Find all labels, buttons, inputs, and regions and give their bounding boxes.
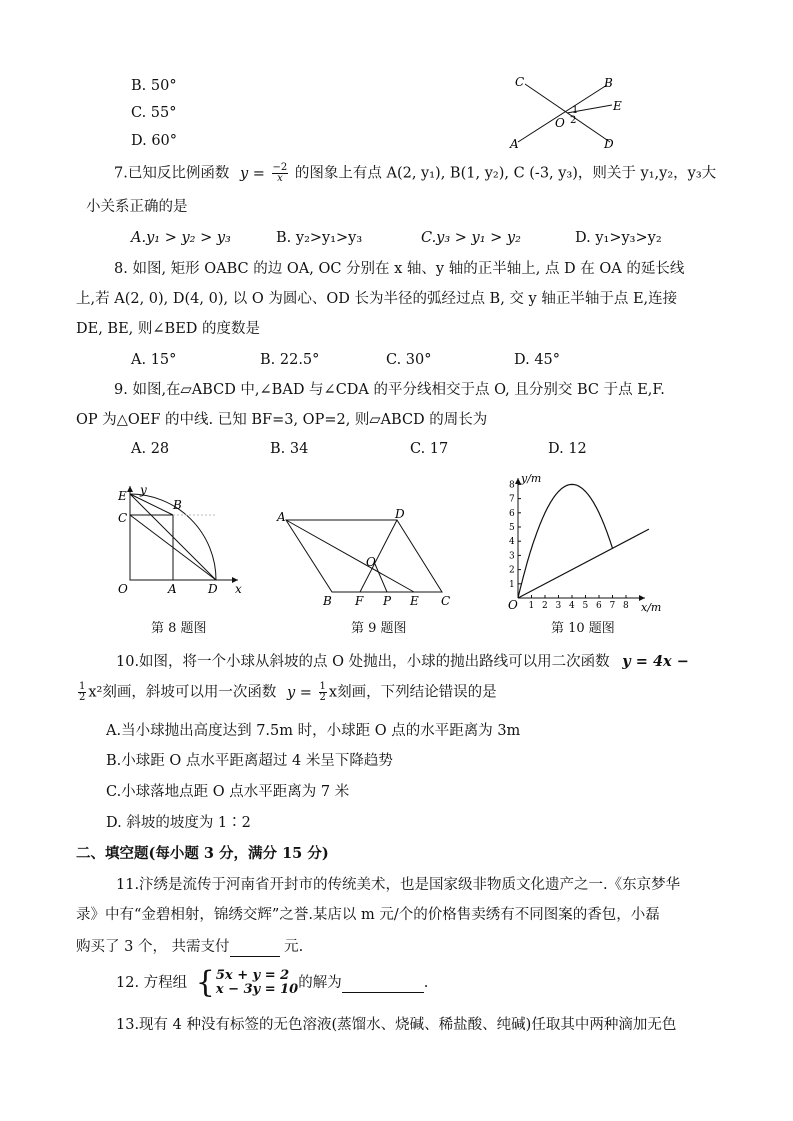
fig10-xlabel: x/m — [641, 601, 662, 614]
q8-option-c: C. 30° — [386, 352, 432, 368]
q9-option-a: A. 28 — [131, 441, 170, 457]
fig9-label-b: B — [323, 594, 332, 608]
q11-line1: 11.汴绣是流传于河南省开封市的传统美术，也是国家级非物质文化遗产之一.《东京梦华 — [116, 877, 681, 893]
fig9-label-c: C — [441, 594, 451, 608]
q6-label-o: O — [555, 116, 565, 130]
fig8-label-a: A — [168, 582, 177, 596]
fig10-xtick-label: 1 — [528, 601, 535, 611]
fig10-ytick-label: 7 — [509, 494, 515, 505]
fig8-label-x: x — [235, 582, 242, 596]
q6-label-2: 2 — [570, 115, 577, 126]
q9-line2: OP 为△OEF 的中线. 已知 BF=3, OP=2, 则▱ABCD 的周长为 — [76, 412, 488, 428]
q6-option-d: D. 60° — [131, 133, 178, 149]
q11-line3-b: 元. — [279, 939, 304, 955]
fig10-origin: O — [508, 598, 518, 612]
q7-option-a: A.y₁ > y₂ > y₃ — [131, 230, 231, 246]
q12-eq2: x − 3y = 10 — [215, 982, 299, 997]
q7-option-b: B. y₂>y₁>y₃ — [276, 230, 363, 246]
q11-line2: 录》中有“金碧相射，锦绣交辉”之誉.某店以 m 元/个的价格售卖绣有不同图案的香包，小磊 — [76, 907, 660, 923]
q10-frac-a — [78, 682, 86, 703]
q7-line1 — [114, 163, 716, 184]
fig10-parabola — [518, 484, 613, 598]
fig8-label-b: B — [173, 498, 182, 512]
fig10-xtick-label: 6 — [596, 601, 602, 611]
q6-figure — [500, 72, 635, 154]
q11-line3 — [76, 938, 303, 957]
fig8-label-e: E — [118, 489, 127, 503]
q8-line2: 上,若 A(2, 0), D(4, 0), 以 O 为圆心、OD 长为半径的弧经过点 B, 交 y 轴正半轴于点 E,连接 — [76, 291, 678, 307]
q6-option-b: B. 50° — [131, 78, 177, 94]
q7-fn-y: y = — [239, 165, 265, 182]
fig9-label-d: D — [395, 507, 405, 521]
q7-option-c: C.y₃ > y₁ > y₂ — [421, 230, 521, 246]
q10-option-a: A.当小球抛出高度达到 7.5m 时，小球距 O 点的水平距离为 3m — [106, 723, 521, 739]
q10-line2-a: x²刻画，斜坡可以用一次函数 — [88, 684, 277, 701]
fig10-xtick-label: 3 — [555, 601, 562, 611]
fig10-ytick-label: 5 — [509, 523, 515, 533]
figure-8-caption: 第 8 题图 — [151, 621, 207, 636]
fig10-ytick-label: 1 — [509, 579, 515, 590]
q9-option-b: B. 34 — [270, 441, 309, 457]
q9-option-d: D. 12 — [548, 441, 587, 457]
q10-frac-a-den: 2 — [79, 692, 86, 703]
q12-system — [216, 969, 298, 997]
q12-answer-blank — [342, 974, 424, 993]
q8-option-a: A. 15° — [131, 352, 177, 368]
q12-line: 12. 方程组 { 5x + y = 2 x − 3y = 10 的解为 . — [116, 965, 429, 1000]
q12-eq1: 5x + y = 2 — [215, 968, 290, 983]
q12-prefix: 12. 方程组 — [116, 975, 188, 991]
fig9-label-a: A — [277, 510, 286, 524]
q6-label-d: D — [604, 137, 614, 151]
q6-option-c: C. 55° — [131, 105, 177, 121]
figure-9 — [277, 505, 467, 610]
fig10-slope-line — [518, 529, 649, 598]
q10-line2-b: x刻画，下列结论错误的是 — [328, 684, 497, 701]
q9-line1: 9. 如图,在▱ABCD 中,∠BAD 与∠CDA 的平分线相交于点 O, 且分别交 BC 于点 E,F. — [114, 382, 665, 398]
q7-prefix: 7.已知反比例函数 — [114, 165, 230, 182]
q11-line3-a: 购买了 3 个， 共需支付 — [76, 939, 230, 955]
q8-option-d: D. 45° — [514, 352, 561, 368]
q7-option-d: D. y₁>y₃>y₂ — [575, 230, 662, 246]
fig10-ylabel: y/m — [521, 472, 542, 485]
q7-frac-den: x — [277, 173, 283, 184]
q6-label-a: A — [510, 137, 519, 151]
q10-line2 — [76, 682, 497, 703]
q6-label-e: E — [613, 99, 622, 113]
q12-suffix: 的解为 — [298, 975, 342, 991]
fig10-ytick-label: 6 — [509, 508, 515, 519]
figure-10 — [505, 472, 675, 617]
fig10-xtick-label: 7 — [609, 601, 616, 611]
fig8-label-y: y — [140, 483, 147, 497]
fig10-ytick-label: 4 — [509, 537, 515, 548]
fig10-ytick-label: 8 — [509, 480, 515, 491]
fig10-xtick-label: 4 — [569, 601, 575, 611]
q7-fraction — [272, 163, 289, 184]
q12-brace: { — [195, 965, 215, 1000]
q10-line1 — [116, 653, 689, 671]
q10-frac-a-num: 1 — [79, 681, 86, 692]
q9-option-c: C. 17 — [410, 441, 449, 457]
figure-9-caption: 第 9 题图 — [351, 621, 407, 636]
q6-label-1: 1 — [572, 105, 579, 116]
q6-label-b: B — [604, 76, 613, 90]
fig10-ytick-label: 2 — [509, 565, 515, 576]
q8-line3: DE, BE, 则∠BED 的度数是 — [76, 321, 261, 337]
fig8-label-o: O — [118, 582, 128, 596]
q7-suffix: 的图象上有点 A(2, y₁), B(1, y₂), C (-3, y₃)，则关于 y₁,y₂，y₃大 — [294, 165, 717, 182]
q7-frac-num: −2 — [272, 162, 288, 173]
q10-frac-b — [319, 682, 327, 703]
fig9-label-p: P — [383, 594, 392, 608]
q10-frac-b-den: 2 — [319, 692, 326, 703]
q8-line1: 8. 如图, 矩形 OABC 的边 OA, OC 分别在 x 轴、y 轴的正半轴上, 点 D 在 OA 的延长线 — [114, 261, 685, 277]
q10-fn-quadratic: y = 4x − — [622, 653, 689, 670]
section-2-title: 二、填空题(每小题 3 分，满分 15 分) — [76, 845, 329, 862]
q10-fn-linear: y = — [286, 684, 312, 701]
fig9-label-e: E — [410, 594, 419, 608]
fig10-xtick-label: 5 — [582, 601, 589, 611]
q11-answer-blank — [230, 938, 280, 957]
fig10-xtick-label: 8 — [623, 601, 629, 611]
fig8-label-d: D — [208, 582, 218, 596]
q10-prefix: 10.如图，将一个小球从斜坡的点 O 处抛出，小球的抛出路线可以用二次函数 — [116, 654, 610, 670]
fig10-xtick-label: 2 — [542, 601, 548, 611]
fig10-ytick-label: 3 — [509, 551, 515, 562]
q8-option-b: B. 22.5° — [260, 352, 320, 368]
q10-option-c: C.小球落地点距 O 点水平距离为 7 米 — [106, 784, 350, 800]
fig9-label-o: O — [366, 555, 376, 569]
q10-frac-b-num: 1 — [319, 681, 326, 692]
fig9-label-f: F — [355, 594, 364, 608]
figure-10-caption: 第 10 题图 — [551, 621, 615, 636]
q10-option-d: D. 斜坡的坡度为 1∶2 — [106, 815, 251, 831]
q10-option-b: B.小球距 O 点水平距离超过 4 米呈下降趋势 — [106, 753, 393, 769]
fig8-label-c: C — [118, 511, 128, 525]
q6-label-c: C — [515, 75, 525, 89]
q7-line2: 小关系正确的是 — [86, 199, 188, 215]
figure-8 — [110, 478, 260, 613]
q13-line1: 13.现有 4 种没有标签的无色溶液(蒸馏水、烧碱、稀盐酸、纯碱)任取其中两种滴加无色 — [116, 1017, 677, 1033]
